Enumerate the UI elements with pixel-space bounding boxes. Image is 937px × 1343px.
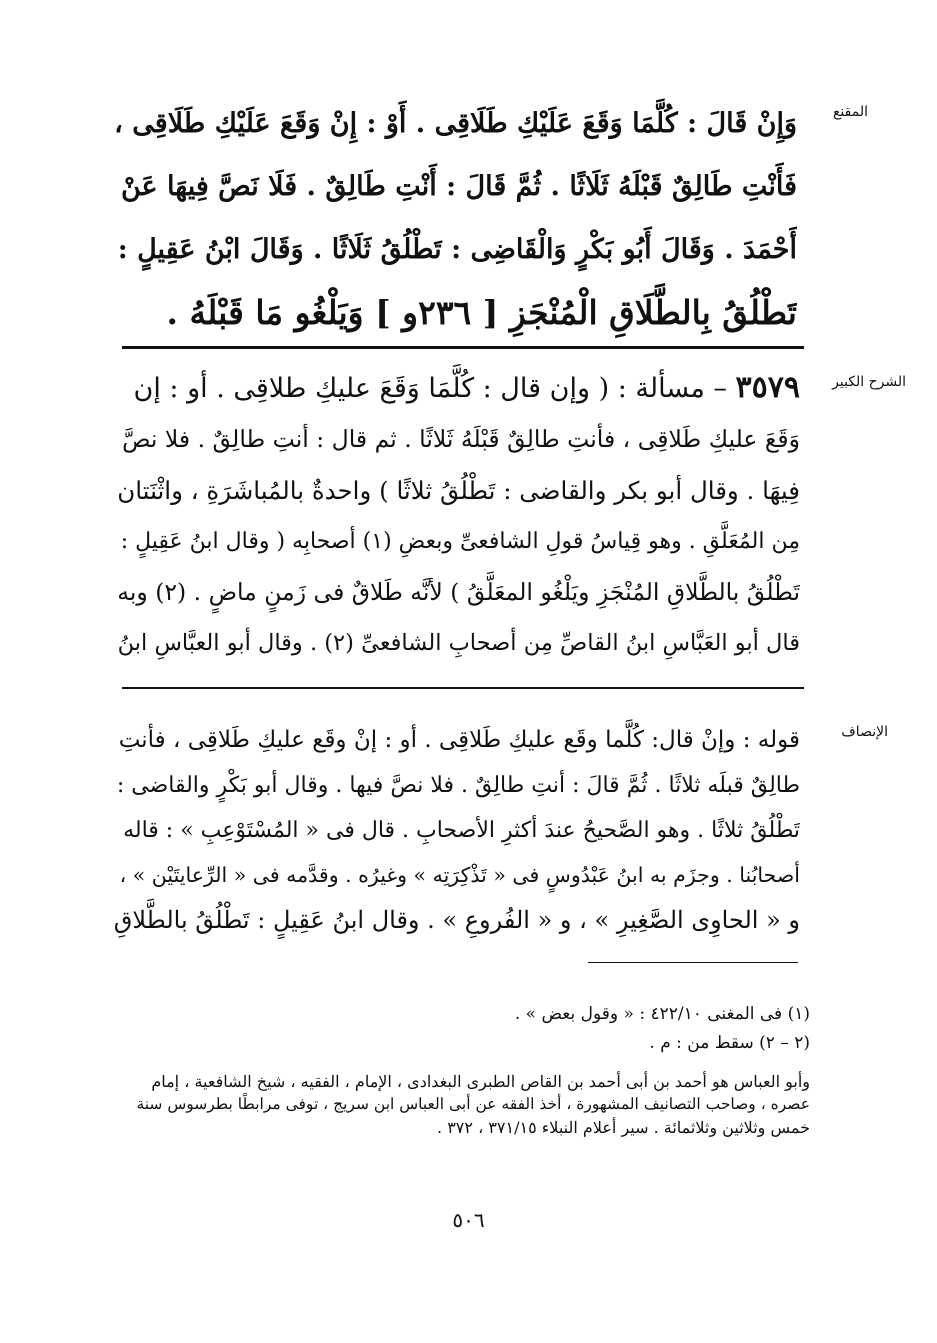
section-label-sharh: الشرح الكبير <box>832 374 906 390</box>
muqni-text <box>112 92 797 344</box>
muqni-line: وَإِنْ قَالَ : كُلَّمَا وَقَعَ عَلَيْكِ طَلَاقِى . أَوْ : إِنْ وَقَعَ عَلَيْكِ طَلَاقِى ، <box>114 108 797 139</box>
insaf-line: قوله : وإنْ قال: كُلَّما وقَع عليكِ طَلاقِى . أو : إنْ وقَع عليكِ طَلاقِى ، فأنتِ <box>118 727 800 753</box>
masala-number: ٣٥٧٩ <box>735 370 800 405</box>
sharh-line: فِيهَا . وقال أبو بكر والقاضى : تَطْلُقُ ثلاثًا ) واحدةٌ بالمُباشَرَةِ ، واثْنَتان <box>117 476 800 505</box>
sharh-line-first <box>110 362 800 414</box>
biography-line: خمس وثلاثين وثلاثمائة . سير أعلام النبلاء ٣٧١/١٥ ، ٣٧٢ . <box>437 1118 810 1137</box>
biography-line: وأبو العباس هو أحمد بن أبى أحمد بن القاص الطبرى البغدادى ، الإمام ، الفقيه ، شيخ الشافعية ، إمام <box>151 1072 810 1091</box>
section-label-insaf: الإنصاف <box>841 724 888 740</box>
footnote-separator <box>588 962 798 963</box>
footnotes <box>120 1000 810 1139</box>
section-label-muqni: المقنع <box>832 104 868 120</box>
sharh-line: قال أبو العَبَّاسِ ابنُ القاصِّ مِن أصحابِ الشافعىِّ (٢) . وقال أبو العبَّاسِ ابنُ <box>117 630 800 656</box>
sharh-line: وَقَعَ عليكِ طَلاقِى ، فأنتِ طالِقٌ قَبْلَهُ ثَلاثًا . ثم قال : أنتِ طالِقٌ . فلا نصَّ <box>122 425 800 453</box>
footnote: (٢ – ٢) سقط من : م . <box>649 1033 810 1053</box>
muqni-line: أَحْمَدَ . وَقَالَ أَبُو بَكْرٍ وَالْقَاضِى : تَطْلُقُ ثَلَاثًا . وَقَالَ ابْنُ عَقِيلٍ : <box>117 234 797 265</box>
sharh-line: مِن المُعَلَّقِ . وهو قِياسُ قولِ الشافعىِّ وبعضِ (١) أصحابِه ( وقال ابنُ عَقِيلٍ : <box>120 529 800 554</box>
sharh-line: – مسألة : ( وإن قال : كُلَّمَا وَقَعَ عليكِ طلاقِى . أو : إن <box>133 373 727 404</box>
insaf-text <box>112 718 800 943</box>
insaf-line: تَطْلُقُ ثلاثًا . وهو الصَّحيحُ عندَ أكثرِ الأصحابِ . قال فى « المُسْتَوْعِبِ » : قاله <box>123 818 800 843</box>
section-divider <box>122 346 804 349</box>
biography-line: عصره ، وصاحب التصانيف المشهورة ، أخذ الفقه عن أبى العباس ابن سريج ، توفى مرابطًا بطرسوس سنة <box>136 1095 810 1113</box>
insaf-line: و « الحاوِى الصَّغِيرِ » ، و « الفُروعِ » . وقال ابنُ عَقِيلٍ : تَطْلُقُ بالطَّلاقِ <box>113 906 800 934</box>
sharh-line: تَطْلُقُ بالطَّلاقِ المُنْجَزِ ويَلْغُو المعَلَّقُ ) لأنَّه طَلاقٌ فى زَمنٍ ماضٍ . (٢) وبه <box>117 578 800 606</box>
sharh-text <box>110 362 800 669</box>
muqni-line: فَأَنْتِ طَالِقٌ قَبْلَهُ ثَلَاثًا . ثُمَّ قَالَ : أَنْتِ طَالِقٌ . فَلَا نَصَّ فِيهَا عَنْ <box>120 171 797 202</box>
footnote: (١) فى المغنى ٤٢٢/١٠ : « وقول بعض » . <box>514 1004 810 1024</box>
section-divider <box>122 687 804 689</box>
muqni-line: تَطْلُقُ بِالطَّلَاقِ الْمُنْجَزِ [ ٢٣٦و ] وَيَلْغُو مَا قَبْلَهُ . <box>166 293 797 332</box>
insaf-line: طالِقٌ قبلَه ثلاثًا . ثُمَّ قالَ : أنتِ طالِقٌ . فلا نصَّ فيها . وقال أبو بَكْرٍ والقاضى : <box>116 773 800 798</box>
insaf-line: أصحابُنا . وجزَم به ابنُ عَبْدُوسٍ فى « تَذْكِرَتِه » وغيرُه . وقدَّمه فى « الرِّعايتَيْن » ، <box>119 863 800 887</box>
page-number: ٥٠٦ <box>452 1208 485 1232</box>
